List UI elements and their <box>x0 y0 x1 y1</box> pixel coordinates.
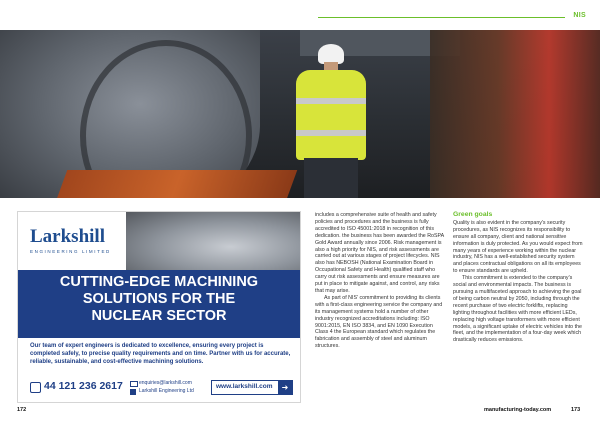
advert-title: CUTTING-EDGE MACHINING SOLUTIONS FOR THE NUCLEAR SECTOR <box>59 274 259 324</box>
paragraph: Quality is also evident in the company's security procedures, as NIS recognizes its responsibility to ensure all company, client and national sensitive information is duly protected. As you would expect from many years of experience working within the nuclear industry, NIS has a well-established security system and places contractual obligations on all its employees to ensure standards are upheld. <box>453 219 583 275</box>
worker-figure <box>282 40 382 198</box>
paragraph: As part of NIS' commitment to providing its clients with a first-class engineering service the company and its management systems hold a number of other industry recognized accreditations including: ISO 9001:2015, EN ISO 3834, and EN 1090 Execution Class 4 the European standard which regulates the fabrication and assembly of steel and aluminum structures. <box>315 294 443 350</box>
advert-logo <box>18 212 126 258</box>
article-column-2 <box>453 212 584 344</box>
mail-icon <box>130 381 138 387</box>
advert-banner <box>18 270 300 338</box>
background-machinery <box>430 30 600 198</box>
advert-body: Our team of expert engineers is dedicated to excellence, ensuring every project is completed safely, to precise quality requirements and on time. Partner with us for accurate, reliable, sustainable, and cost-effective machining solutions. <box>30 343 291 365</box>
larkshill-advert[interactable] <box>17 211 301 403</box>
linkedin-link[interactable]: Larkshill Engineering Ltd <box>139 388 194 394</box>
worker-legs <box>304 158 358 198</box>
website-button[interactable] <box>211 380 293 395</box>
email-link[interactable]: enquiries@larkshill.com <box>139 380 192 386</box>
site-url[interactable]: manufacturing-today.com <box>484 407 552 413</box>
article-column-1 <box>315 212 446 350</box>
orange-support <box>53 170 298 198</box>
hi-vis-vest <box>296 70 366 160</box>
paragraph: includes a comprehensive suite of health and safety policies and procedures and the business is fully accredited to ISO 45001:2018 in recognition of this dedication. the business has been awarded the RoSPA Gold Award annually since 2006. Risk management is also a high priority for NIS, and risk assessments are carried out at various stages of project lifecycles. NIS also has NEBOSH (National Examination Board in Occupational Safety and Health) qualified staff who carry out risk assessments and ensure measures are put in place to mitigate against, and control, any risks that may arise. <box>315 212 444 294</box>
advert-machining-image <box>126 212 300 270</box>
paragraph: This commitment is extended to the company's social and environmental impacts. The business is pursuing a multifaceted approach to achieving the goal of being carbon neutral by 2050, including through the recent purchase of two electric forklifts, replacing lighting throughout facilities with more efficient LEDs, replacing high voltage transformers with more efficient models, a significant uptake of electric vehicles into the fleet, and the implementation of a four-day week which drastically reduces emissions. <box>453 275 582 344</box>
website-label: www.larkshill.com <box>216 383 273 390</box>
section-brand: NIS <box>573 12 586 19</box>
page-number-right: 173 <box>571 407 581 413</box>
logo-subtitle: ENGINEERING LIMITED <box>30 249 111 254</box>
logo-text: Larkshill <box>30 226 105 247</box>
phone-icon <box>30 382 41 393</box>
hero-photo <box>0 30 600 198</box>
phone-number[interactable]: 44 121 236 2617 <box>44 380 123 392</box>
linkedin-icon <box>130 389 136 395</box>
page-number-left: 172 <box>17 407 27 413</box>
section-heading: Green goals <box>453 211 493 218</box>
page-header <box>0 0 600 30</box>
advert-contact <box>30 380 292 398</box>
header-rule <box>318 17 565 18</box>
hard-hat <box>318 44 344 64</box>
arrow-right-icon: ➜ <box>278 381 292 394</box>
